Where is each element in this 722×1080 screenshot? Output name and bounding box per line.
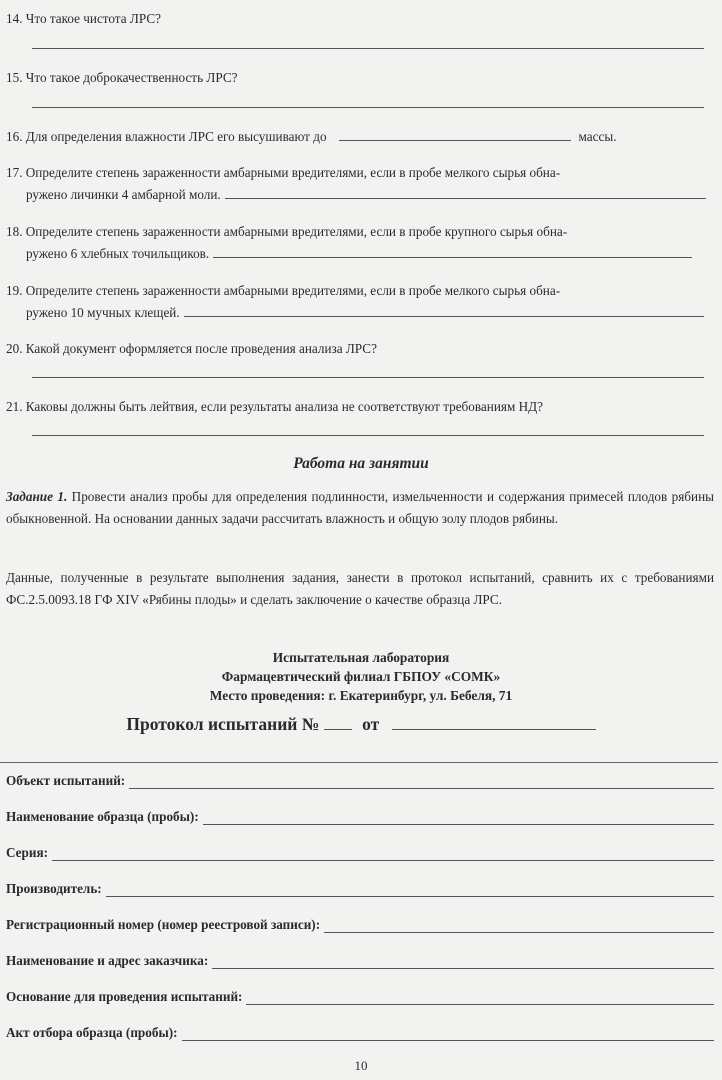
field-input-line[interactable] bbox=[324, 920, 714, 933]
question-17-line2: ружено личинки 4 амбарной моли. bbox=[26, 187, 221, 202]
field-sampling-act bbox=[6, 1025, 714, 1041]
field-manufacturer bbox=[6, 881, 714, 897]
question-15: 15. Что такое доброкачественность ЛРС? bbox=[6, 70, 238, 85]
answer-line-16[interactable] bbox=[339, 128, 571, 141]
field-label: Производитель: bbox=[6, 881, 102, 896]
field-label: Акт отбора образца (пробы): bbox=[6, 1025, 178, 1040]
task-paragraph bbox=[6, 486, 714, 530]
field-input-line[interactable] bbox=[182, 1028, 714, 1041]
field-input-line[interactable] bbox=[246, 992, 714, 1005]
task-text: Провести анализ пробы для определения подлинности, измельченности и содержания примесей плодов рябины обыкновенной. На основании данных задачи рассчитать влажность и общую золу плодов рябины. bbox=[6, 489, 714, 526]
answer-line-18[interactable] bbox=[213, 245, 692, 258]
question-16 bbox=[6, 126, 712, 148]
field-input-line[interactable] bbox=[52, 848, 714, 861]
answer-line-14[interactable] bbox=[32, 48, 704, 49]
answer-line-20[interactable] bbox=[32, 377, 704, 378]
task-label: Задание 1. bbox=[6, 489, 68, 504]
question-14: 14. Что такое чистота ЛРС? bbox=[6, 11, 161, 26]
field-series bbox=[6, 845, 714, 861]
answer-line-19[interactable] bbox=[184, 304, 704, 317]
protocol-prefix: Протокол испытаний № bbox=[126, 714, 320, 734]
protocol-date-field[interactable] bbox=[392, 715, 596, 730]
answer-line-15[interactable] bbox=[32, 107, 704, 108]
question-19 bbox=[6, 280, 712, 324]
page-number: 10 bbox=[354, 1058, 368, 1073]
instruction-paragraph: Данные, полученные в результате выполнения задания, занести в протокол испытаний, сравнить их с требованиями ФС.2.5.0093.18 ГФ XIV «Рябины плоды» и сделать заключение о качестве образца ЛРС. bbox=[6, 570, 714, 607]
field-label: Наименование и адрес заказчика: bbox=[6, 953, 209, 968]
field-sample-name bbox=[6, 809, 714, 825]
protocol-title bbox=[0, 714, 722, 735]
field-test-object bbox=[6, 773, 714, 789]
question-20: 20. Какой документ оформляется после проведения анализа ЛРС? bbox=[6, 341, 377, 356]
section-title: Работа на занятии bbox=[293, 455, 429, 472]
field-input-line[interactable] bbox=[129, 776, 714, 789]
answer-line-21[interactable] bbox=[32, 435, 704, 436]
field-test-basis bbox=[6, 989, 714, 1005]
question-17-line1: 17. Определите степень зараженности амбарными вредителями, если в пробе мелкого сырья обна- bbox=[6, 165, 561, 180]
lab-name: Испытательная лаборатория bbox=[272, 650, 450, 665]
field-label: Основание для проведения испытаний: bbox=[6, 989, 243, 1004]
lab-branch: Фармацевтический филиал ГБПОУ «СОМК» bbox=[221, 669, 501, 684]
field-label: Наименование образца (пробы): bbox=[6, 809, 199, 824]
field-customer bbox=[6, 953, 714, 969]
field-label: Серия: bbox=[6, 845, 48, 860]
question-21: 21. Каковы должны быть лейтвия, если результаты анализа не соответствуют требованиям НД? bbox=[6, 399, 543, 414]
question-16-suffix: массы. bbox=[578, 129, 617, 144]
question-19-line1: 19. Определите степень зараженности амбарными вредителями, если в пробе мелкого сырья обна- bbox=[6, 283, 561, 298]
question-18-line1: 18. Определите степень зараженности амбарными вредителями, если в пробе крупного сырья обна- bbox=[6, 224, 568, 239]
question-18-line2: ружено 6 хлебных точильщиков. bbox=[26, 246, 210, 261]
field-label: Объект испытаний: bbox=[6, 773, 126, 788]
lab-address: Место проведения: г. Екатеринбург, ул. Бебеля, 71 bbox=[209, 688, 513, 703]
question-18 bbox=[6, 221, 712, 265]
protocol-number-field[interactable] bbox=[324, 715, 352, 730]
protocol-divider bbox=[0, 762, 718, 763]
field-label: Регистрационный номер (номер реестровой записи): bbox=[6, 917, 321, 932]
question-16-text: 16. Для определения влажности ЛРС его высушивают до bbox=[6, 129, 327, 144]
field-input-line[interactable] bbox=[203, 812, 714, 825]
protocol-from-label: от bbox=[362, 714, 380, 734]
answer-line-17[interactable] bbox=[225, 186, 706, 199]
field-input-line[interactable] bbox=[106, 884, 714, 897]
field-input-line[interactable] bbox=[212, 956, 714, 969]
question-17 bbox=[6, 162, 712, 206]
question-19-line2: ружено 10 мучных клещей. bbox=[26, 305, 180, 320]
field-registration-number bbox=[6, 917, 714, 933]
